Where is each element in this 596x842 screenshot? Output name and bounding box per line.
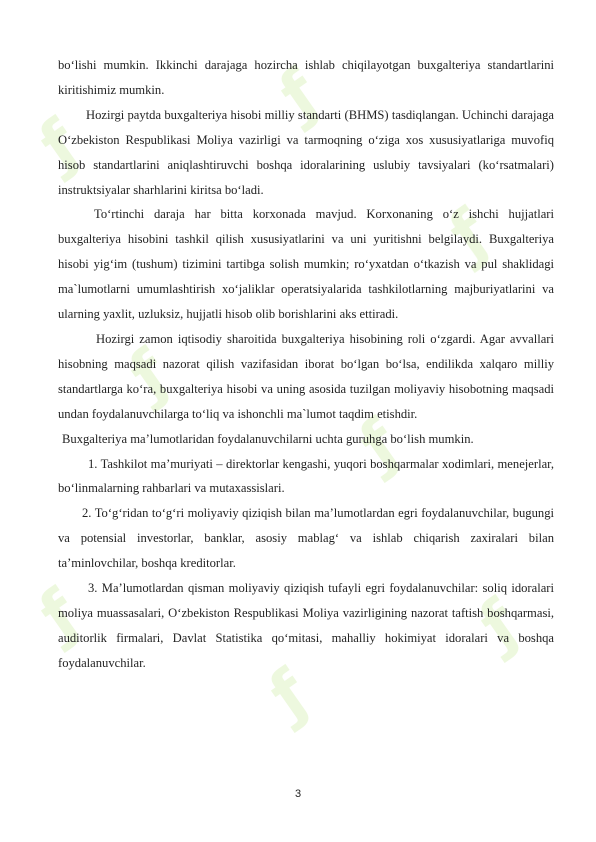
svg-text:ƒ: ƒ — [116, 336, 182, 414]
paragraph-bhms: Hozirgi paytda buxgalteriya hisobi milliy standarti (BHMS) tasdiqlangan. Uchinchi darajaga O‘zbekiston Respublikasi Moliya vazirligi va tarmoqning o‘ziga xos xususiyatlariga muvofiq hisob standartlarini aniqlashtiruvchi boshqa idoralarining uslubiy tavsiyalari (ko‘rsatmalari) instruktsiyalar sharhlarini kiritsa bo‘ladi. — [58, 107, 554, 197]
paragraph-modern-conditions: Hozirgi zamon iqtisodiy sharoitida buxgalteriya hisobining roli o‘zgardi. Agar avvallari hisobning maqsadi nazorat qilish vazifasidan iborat bo‘lgan bo‘lsa, endilikda xalqaro milliy standartlarga ko‘ra, buxgalteriya hisobi va uning asosida tuzilgan moliyaviy hisobotning maqsadi undan foydalanuvchilarga to‘liq va ishonchli ma`lumot taqdim etishdir. — [58, 331, 554, 421]
svg-text:ƒ: ƒ — [466, 586, 532, 664]
list-item: 1. Tashkilot ma’muriyati – direktorlar kengashi, yuqori boshqarmalar xodimlari, menejerlar, bo‘linmalarning rahbarlari va mutaxassislari. — [58, 456, 554, 496]
document-body — [58, 53, 554, 676]
list-item: 2. To‘g‘ridan to‘g‘ri moliyaviy qiziqish bilan ma’lumotlardan egri foydalanuvchilar, bugungi va potensial investorlar, banklar, asosiy mablag‘ va ishlab chiqarish zaxiralari bilan ta’minlovchilar, boshqa kreditorlar. — [58, 506, 554, 571]
svg-text:ƒ: ƒ — [266, 56, 332, 134]
svg-text:ƒ: ƒ — [436, 196, 502, 274]
svg-text:ƒ: ƒ — [346, 406, 412, 484]
paragraph-fourth-level: To‘rtinchi daraja har bitta korxonada mavjud. Korxonaning o‘z ishchi hujjatlari buxgalteriya hisobini tashkil qilish xususiyatlarini va uni yuritishni belgilaydi. Buxgalteriya hisobi yig‘im (tushum) tizimini tartibga solish mumkin; ro‘yxatdan o‘tkazish va pul shaklidagi ma`lumotlarni umumlashtirish xo‘jaliklar operatsiyalarida tashkilotlarning majburiyatlarini va ularning yaxlit, uzluksiz, hujjatli hisob olib borishlarini aks ettiradi. — [58, 207, 554, 322]
list-item: 3. Ma’lumotlardan qisman moliyaviy qiziqish tufayli egri foydalanuvchilar: soliq idoralari moliya muassasalari, O‘zbekiston Respublikasi Moliya vazirligining nazorat taftish boshqarmasi, auditorlik firmalari, Davlat Statistika qo‘mitasi, mahalliy hokimiyat idoralari va boshqa foydalanuvchilar. — [58, 581, 554, 670]
svg-text:ƒ: ƒ — [256, 656, 322, 734]
page-number: 3 — [294, 788, 302, 800]
svg-text:ƒ: ƒ — [26, 106, 92, 184]
paragraph-continuation: bo‘lishi mumkin. Ikkinchi darajaga hozircha ishlab chiqilayotgan buxgalteriya standartlarini kiritishimiz mumkin. — [58, 58, 554, 97]
svg-text:ƒ: ƒ — [26, 576, 92, 654]
paragraph-user-groups: Buxgalteriya ma’lumotlaridan foydalanuvchilarni uchta guruhga bo‘lish mumkin. — [62, 431, 474, 446]
